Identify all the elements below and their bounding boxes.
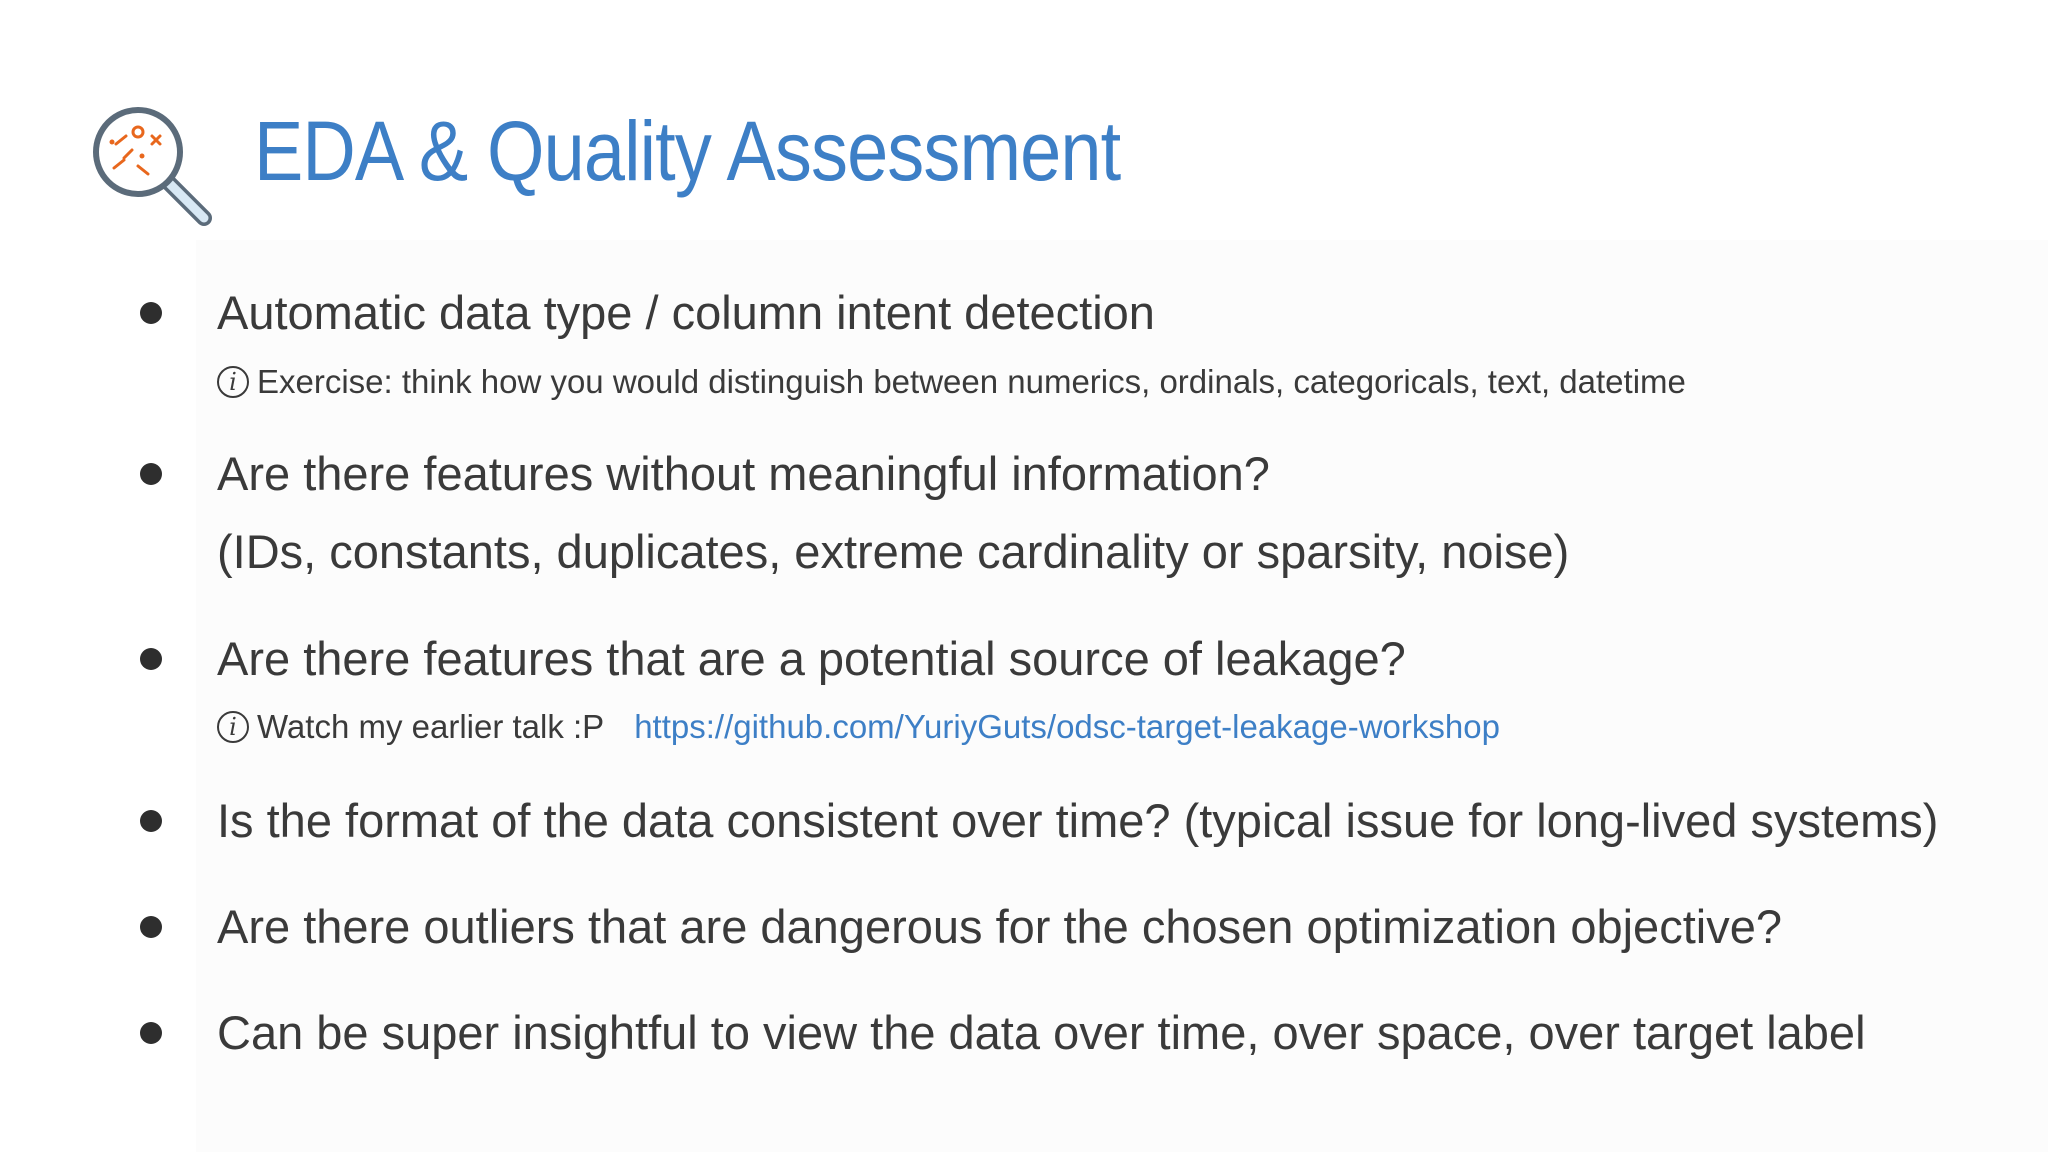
bullet-continuation-text: (IDs, constants, duplicates, extreme cardinality or sparsity, noise)	[217, 525, 1570, 578]
bullet-text: Are there features without meaningful information?	[217, 447, 1270, 500]
info-icon: i	[217, 366, 249, 398]
info-icon: i	[217, 711, 249, 743]
bullet-dot	[140, 463, 162, 485]
bullet-dot	[140, 302, 162, 324]
bullet-text: Can be super insightful to view the data over time, over space, over target label	[217, 1006, 1866, 1059]
bullet-text: Are there outliers that are dangerous for the chosen optimization objective?	[217, 900, 1782, 953]
leakage-workshop-link[interactable]: https://github.com/YuriyGuts/odsc-target-leakage-workshop	[634, 708, 1500, 745]
bullet-note-text: Watch my earlier talk :P	[257, 708, 605, 745]
bullet-text: Automatic data type / column intent detection	[217, 286, 1155, 339]
bullet-dot	[140, 810, 162, 832]
bullet-dot	[140, 1022, 162, 1044]
bullet-note	[217, 705, 1500, 749]
bullet-note-text: Exercise: think how you would distinguish between numerics, ordinals, categoricals, text, datetime	[257, 363, 1686, 400]
bullet-text: Are there features that are a potential source of leakage?	[217, 632, 1406, 685]
slide-title: EDA & Quality Assessment	[254, 104, 1121, 198]
bullet-dot	[140, 916, 162, 938]
bullet-text: Is the format of the data consistent over time? (typical issue for long-lived systems)	[217, 794, 1939, 847]
bullet-note	[217, 360, 1686, 404]
bullet-dot	[140, 648, 162, 670]
